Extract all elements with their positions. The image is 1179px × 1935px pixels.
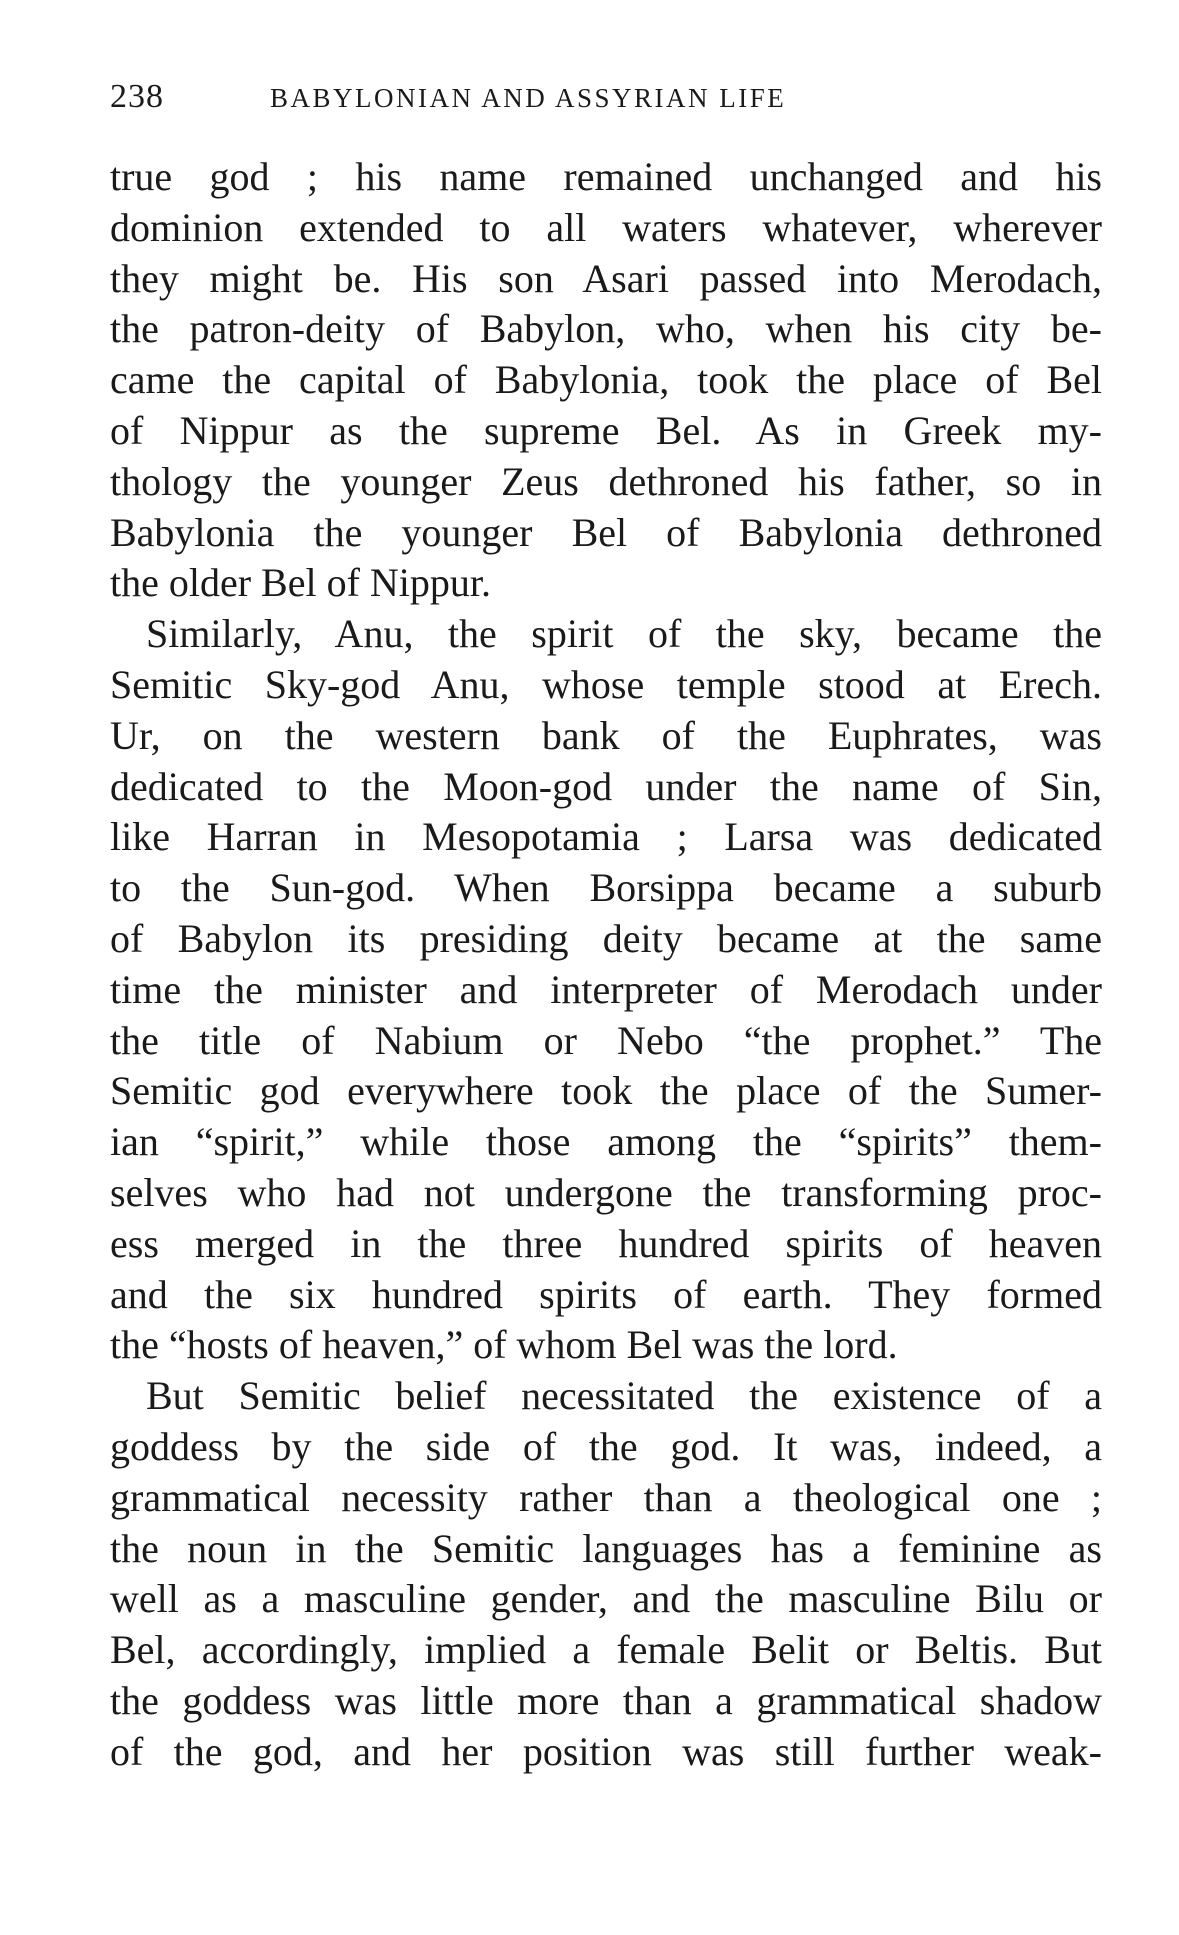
text-line: of Nippur as the supreme Bel. As in Greek my- xyxy=(110,407,1102,453)
text-line: Semitic Sky-god Anu, whose temple stood at Erech. xyxy=(110,661,1102,707)
running-title: BABYLONIAN AND ASSYRIAN LIFE xyxy=(270,83,787,113)
text-line: selves who had not undergone the transforming proc- xyxy=(110,1169,1102,1215)
text-line: grammatical necessity rather than a theological one ; xyxy=(110,1474,1102,1520)
text-line: the older Bel of Nippur. xyxy=(110,560,492,606)
text-line: ian “spirit,” while those among the “spirits” them- xyxy=(110,1119,1102,1165)
text-line: they might be. His son Asari passed into Merodach, xyxy=(110,255,1102,301)
text-line: time the minister and interpreter of Merodach under xyxy=(110,966,1102,1012)
text-line: well as a masculine gender, and the masculine Bilu or xyxy=(110,1576,1102,1622)
text-line: thology the younger Zeus dethroned his father, so in xyxy=(110,458,1102,504)
text-line: Babylonia the younger Bel of Babylonia dethroned xyxy=(110,509,1102,555)
text-line: the “hosts of heaven,” of whom Bel was the lord. xyxy=(110,1322,898,1368)
text-line: dominion extended to all waters whatever, wherever xyxy=(110,204,1102,250)
text-line: like Harran in Mesopotamia ; Larsa was dedicated xyxy=(110,814,1102,860)
text-line: came the capital of Babylonia, took the place of Bel xyxy=(110,357,1102,403)
text-line: Bel, accordingly, implied a female Belit or Beltis. But xyxy=(110,1627,1102,1673)
text-line: of the god, and her position was still further weak- xyxy=(110,1728,1102,1774)
text-line: the title of Nabium or Nebo “the prophet.” The xyxy=(110,1017,1102,1063)
text-line: Semitic god everywhere took the place of the Sumer- xyxy=(110,1068,1102,1114)
text-line: goddess by the side of the god. It was, indeed, a xyxy=(110,1423,1102,1469)
paragraph-start-line: But Semitic belief necessitated the existence of a xyxy=(146,1373,1102,1419)
text-line: true god ; his name remained unchanged and his xyxy=(110,154,1102,199)
text-line: the patron-deity of Babylon, who, when his city be- xyxy=(110,306,1102,352)
text-line: Ur, on the western bank of the Euphrates, was xyxy=(110,712,1102,758)
text-line: to the Sun-god. When Borsippa became a suburb xyxy=(110,865,1102,911)
text-line: the noun in the Semitic languages has a feminine as xyxy=(110,1525,1102,1571)
page-number: 238 xyxy=(110,78,164,115)
running-head xyxy=(110,78,1105,122)
text-line: dedicated to the Moon-god under the name of Sin, xyxy=(110,763,1102,809)
text-line: of Babylon its presiding deity became at the same xyxy=(110,915,1102,961)
body-text xyxy=(110,152,1102,1778)
text-line: ess merged in the three hundred spirits of heaven xyxy=(110,1220,1102,1266)
text-line: the goddess was little more than a grammatical shadow xyxy=(110,1677,1102,1723)
paragraph-start-line: Similarly, Anu, the spirit of the sky, became the xyxy=(146,611,1102,657)
text-line: and the six hundred spirits of earth. They formed xyxy=(110,1271,1102,1317)
